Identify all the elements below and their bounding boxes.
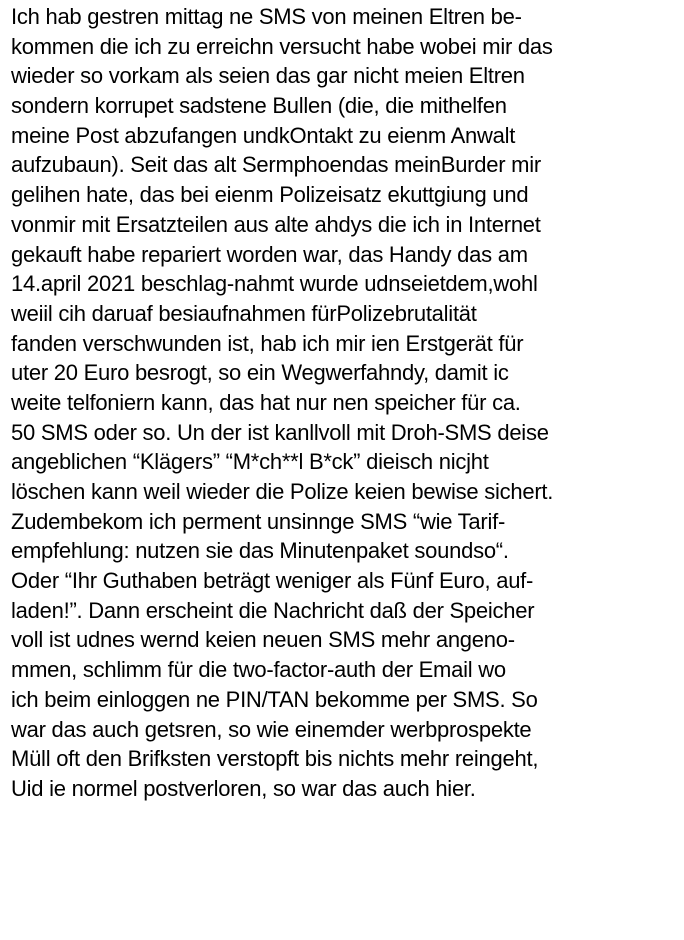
text-line: aufzubaun). Seit das alt Sermphoendas meinBurder mir [11, 152, 541, 178]
text-line: gekauft habe repariert worden war, das Handy das am [11, 241, 528, 267]
text-line: weite telfoniern kann, das hat nur nen speicher für ca. [11, 389, 521, 415]
text-line: war das auch getsren, so wie einemder werbprospekte [11, 716, 532, 742]
text-line: angeblichen “Klägers” “M*ch**l B*ck” dieisch nicjht [11, 449, 489, 475]
text-line: mmen, schlimm für die two-factor-auth der Email wo [11, 657, 506, 683]
text-line: fanden verschwunden ist, hab ich mir ien Erstgerät für [11, 330, 524, 356]
text-line: Ich hab gestren mittag ne SMS von meinen Eltren be- [11, 4, 522, 29]
text-line: uter 20 Euro besrogt, so ein Wegwerfahndy, damit ic [11, 360, 509, 386]
text-line: Uid ie normel postverloren, so war das auch hier. [11, 775, 476, 801]
text-line: Oder “Ihr Guthaben beträgt weniger als Fünf Euro, auf- [11, 568, 534, 594]
text-line: Zudembekom ich perment unsinnge SMS “wie Tarif- [11, 508, 506, 534]
text-line: 50 SMS oder so. Un der ist kanllvoll mit Droh-SMS deise [11, 419, 549, 445]
text-line: meine Post abzufangen undkOntakt zu eienm Anwalt [11, 122, 516, 148]
text-line: wieder so vorkam als seien das gar nicht meien Eltren [11, 63, 525, 89]
text-line: laden!”. Dann erscheint die Nachricht daß der Speicher [11, 597, 535, 623]
text-line: löschen kann weil wieder die Polize keien bewise sichert. [11, 479, 554, 504]
text-line: kommen die ich zu erreichn versucht habe wobei mir das [11, 33, 553, 59]
body-text [11, 2, 681, 804]
text-line: ich beim einloggen ne PIN/TAN bekomme per SMS. So [11, 686, 538, 712]
text-line: weiil cih daruaf besiaufnahmen fürPolizebrutalität [11, 300, 477, 326]
text-line: sondern korrupet sadstene Bullen (die, die mithelfen [11, 93, 507, 119]
text-line: Müll oft den Brifksten verstopft bis nichts mehr reingeht, [11, 746, 539, 772]
text-line: vonmir mit Ersatzteilen aus alte ahdys die ich in Internet [11, 211, 541, 237]
text-line: 14.april 2021 beschlag-nahmt wurde udnseietdem,wohl [11, 271, 538, 297]
text-line: gelihen hate, das bei eienm Polizeisatz ekuttgiung und [11, 182, 529, 208]
text-line: voll ist udnes wernd keien neuen SMS mehr angeno- [11, 627, 515, 653]
text-line: empfehlung: nutzen sie das Minutenpaket soundso“. [11, 538, 509, 564]
